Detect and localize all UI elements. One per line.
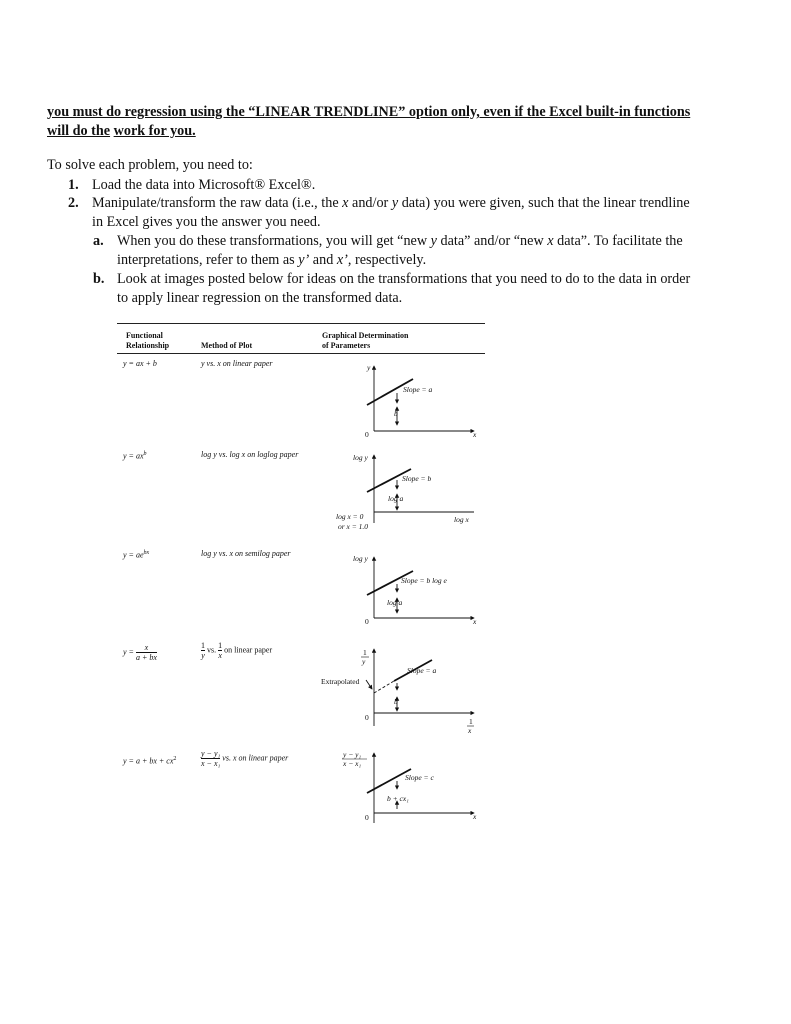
- graph-5-origin: 0: [365, 813, 369, 822]
- graph-2-x-axis-label: log x: [454, 515, 469, 524]
- graph-2: [367, 455, 474, 523]
- step-letter: a.: [93, 233, 104, 249]
- step-number: 1.: [68, 177, 79, 193]
- graph-4-y-axis-num: 1: [363, 648, 367, 657]
- instruction-part-3: work for you.: [113, 123, 196, 139]
- graph-3-y-axis-label: log y: [353, 554, 368, 563]
- linearization-table: [117, 323, 485, 833]
- row-1-method: y vs. x on linear paper: [201, 359, 273, 368]
- graph-4-extrapolated: Extrapolated: [321, 677, 360, 686]
- instruction-part-1: you must do regression using the “LINEAR TRENDLINE” option only, even if the Excel built-in functions: [47, 104, 691, 120]
- graph-4-slope: Slope = a: [407, 666, 437, 675]
- graph-2-intercept: log a: [388, 494, 404, 503]
- row-1-relationship: y = ax + b: [123, 359, 157, 368]
- header-graphical-determination: Graphical Determination of Parameters: [322, 331, 409, 350]
- graph-5-slope: Slope = c: [405, 773, 434, 782]
- step-text: Look at images posted below for ideas on the transformations that you need to do to the data in order to apply linear regression on the transformed data.: [117, 271, 691, 306]
- graph-1-y-axis-label: y: [367, 363, 371, 372]
- graph-5-intercept: b + cx₁: [387, 794, 409, 803]
- header-method-of-plot: Method of Plot: [201, 341, 253, 350]
- row-5-method: $\frac{\text{y − y₁}}{\text{x − x₁}}$ vs. x on linear paper: [201, 749, 289, 768]
- header-functional-relationship: Functional Relationship: [126, 331, 170, 350]
- graph-4-intercept: b: [394, 697, 398, 706]
- graph-3-x-axis-label: x: [473, 617, 477, 626]
- graph-2-origin-line-2: or x = 1.0: [338, 522, 369, 531]
- graph-4-x-axis-den: x: [468, 726, 472, 735]
- step-text: Manipulate/transform the raw data (i.e., the x and/or y data) you were given, such that the linear trendline in Excel gives you the answer you need.: [92, 195, 690, 230]
- graph-3-slope: Slope = b log e: [401, 576, 447, 585]
- graph-5-x-axis-label: x: [473, 812, 477, 821]
- step-text: When you do these transformations, you will get “new y data” and/or “new x data”. To facilitate the interpretations, refer to them as y’ and x’, respectively.: [117, 233, 683, 268]
- graph-2-y-axis-label: log y: [353, 453, 368, 462]
- graph-3: [367, 557, 474, 618]
- graph-5: [367, 753, 474, 823]
- graph-4-x-axis-num: 1: [469, 717, 473, 726]
- graph-3-intercept: log a: [387, 598, 403, 607]
- graph-2-origin-line-1: log x = 0: [336, 512, 364, 521]
- row-4-method: $\frac{1}{y}$ vs. $\frac{1}{x}$ on linear paper: [201, 641, 273, 660]
- row-4-relationship: y = $\frac{x}{a + bx}$: [123, 643, 157, 662]
- step-text: Load the data into Microsoft® Excel®.: [92, 177, 316, 193]
- instruction-part-2: will do the: [47, 123, 111, 139]
- graph-panels: [117, 323, 485, 833]
- graph-1-intercept: b: [394, 409, 398, 418]
- step-letter: b.: [93, 271, 105, 287]
- intro-text: To solve each problem, you need to:: [47, 157, 253, 173]
- graph-2-slope: Slope = b: [402, 474, 432, 483]
- row-3-method: log y vs. x on semilog paper: [201, 549, 291, 558]
- row-2-relationship: $y = ax^b$: [123, 451, 147, 461]
- graph-3-origin: 0: [365, 617, 369, 626]
- graph-5-y-axis-den: x − x₁: [343, 759, 362, 768]
- graph-5-y-axis-num: y − y₁: [343, 750, 362, 759]
- regression-instruction: [47, 103, 747, 141]
- step-number: 2.: [68, 195, 79, 211]
- graph-1-x-axis-label: x: [473, 430, 477, 439]
- graph-1-origin: 0: [365, 430, 369, 439]
- graph-1: [367, 366, 474, 431]
- graph-1-slope: Slope = a: [403, 385, 433, 394]
- graph-4-y-axis-den: y: [362, 657, 366, 666]
- graph-4: [366, 649, 474, 726]
- row-2-method: log y vs. log x on loglog paper: [201, 450, 299, 459]
- row-5-relationship: y = a + bx + $cx^2$: [123, 756, 177, 766]
- row-3-relationship: $y = ae^{bx}$: [123, 550, 150, 560]
- graph-4-origin: 0: [365, 713, 369, 722]
